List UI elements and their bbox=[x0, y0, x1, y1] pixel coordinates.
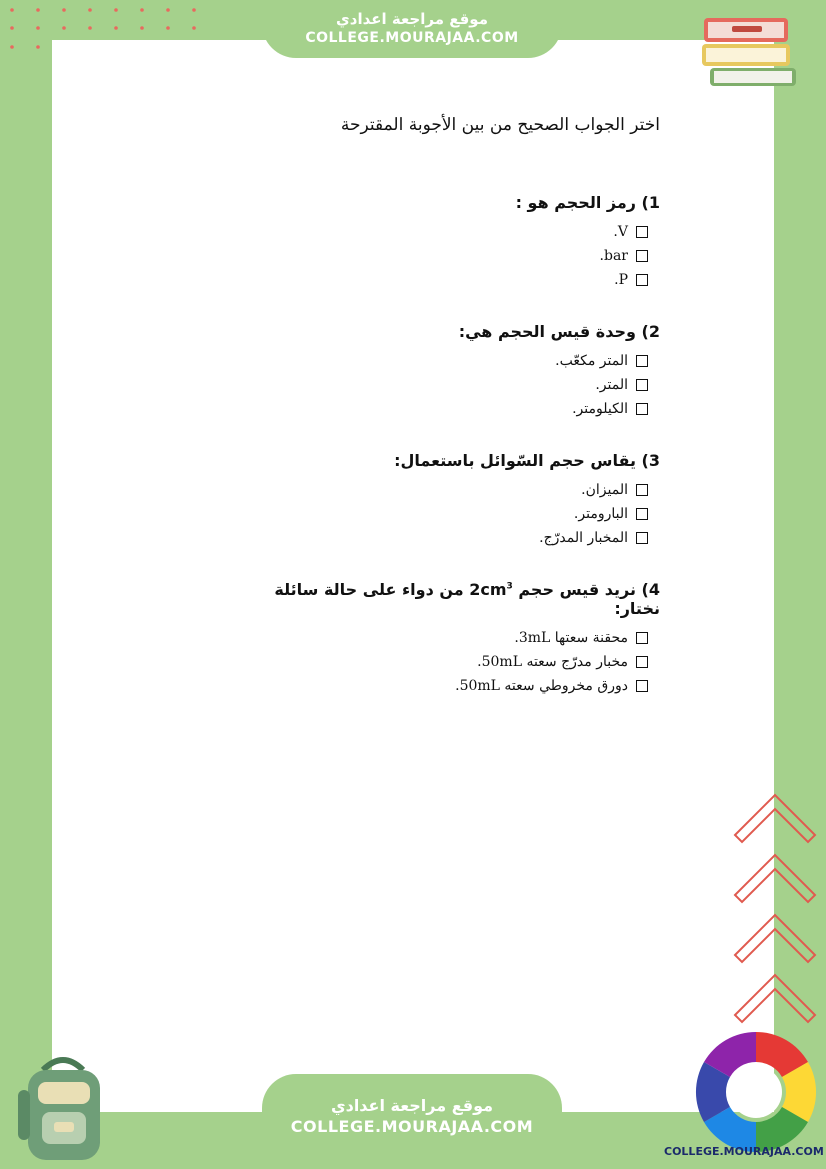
option-label: bar. bbox=[599, 248, 628, 264]
option-label: البارومتر. bbox=[573, 506, 628, 522]
checkbox[interactable] bbox=[636, 632, 648, 644]
checkbox[interactable] bbox=[636, 680, 648, 692]
question-title-part: من دواء على حالة سائلة نختار: bbox=[274, 580, 660, 618]
header-site-url[interactable]: COLLEGE.MOURAJAA.COM bbox=[305, 30, 519, 46]
option[interactable] bbox=[240, 268, 660, 292]
checkbox[interactable] bbox=[636, 532, 648, 544]
option-label: المتر مكعّب. bbox=[555, 353, 628, 369]
checkbox[interactable] bbox=[636, 484, 648, 496]
checkbox[interactable] bbox=[636, 508, 648, 520]
option-label: P. bbox=[614, 272, 628, 288]
option-label: المخبار المدرّج. bbox=[539, 530, 628, 546]
checkbox[interactable] bbox=[636, 379, 648, 391]
checkbox[interactable] bbox=[636, 226, 648, 238]
question-title-part: 4) نريد قيس حجم bbox=[512, 580, 660, 599]
option[interactable] bbox=[240, 478, 660, 502]
quantity-value: 2cm bbox=[469, 580, 507, 599]
chevron-up-decoration-icon bbox=[730, 790, 820, 1030]
checkbox[interactable] bbox=[636, 274, 648, 286]
logo-text[interactable]: COLLEGE.MOURAJAA.COM bbox=[664, 1145, 824, 1158]
option-label: V. bbox=[613, 224, 628, 240]
option-label: مخبار مدرّج سعته 50mL. bbox=[477, 654, 628, 670]
option-label: محقنة سعتها 3mL. bbox=[514, 630, 628, 646]
books-stack-icon bbox=[692, 10, 802, 92]
option[interactable] bbox=[240, 220, 660, 244]
option[interactable] bbox=[240, 349, 660, 373]
quantity-exponent: 3 bbox=[506, 581, 513, 592]
question-title bbox=[240, 580, 660, 618]
option[interactable] bbox=[240, 526, 660, 550]
option[interactable] bbox=[240, 244, 660, 268]
question-3 bbox=[240, 451, 660, 550]
exercise-instruction: اختر الجواب الصحيح من بين الأجوبة المقترحة bbox=[340, 115, 660, 135]
option-label: دورق مخروطي سعته 50mL. bbox=[455, 678, 628, 694]
question-title: 2) وحدة قيس الحجم هي: bbox=[458, 322, 660, 341]
question-title: 1) رمز الحجم هو : bbox=[515, 193, 660, 212]
checkbox[interactable] bbox=[636, 355, 648, 367]
footer-site-url[interactable]: COLLEGE.MOURAJAA.COM bbox=[290, 1117, 534, 1136]
option[interactable] bbox=[240, 502, 660, 526]
checkbox[interactable] bbox=[636, 403, 648, 415]
checkbox[interactable] bbox=[636, 250, 648, 262]
question-4 bbox=[240, 580, 660, 698]
question-1 bbox=[240, 193, 660, 292]
site-logo-icon bbox=[694, 1022, 818, 1162]
exercise bbox=[240, 115, 660, 728]
footer-site-name: موقع مراجعة اعدادي bbox=[330, 1096, 494, 1115]
question-title: 3) يقاس حجم السّوائل باستعمال: bbox=[394, 451, 660, 470]
backpack-icon bbox=[8, 1050, 118, 1165]
footer-banner[interactable] bbox=[262, 1074, 562, 1169]
option[interactable] bbox=[240, 626, 660, 650]
header-banner[interactable] bbox=[262, 0, 562, 58]
option[interactable] bbox=[240, 674, 660, 698]
header-site-name: موقع مراجعة اعدادي bbox=[336, 10, 488, 28]
option[interactable] bbox=[240, 650, 660, 674]
option-label: المتر. bbox=[595, 377, 628, 393]
checkbox[interactable] bbox=[636, 656, 648, 668]
option[interactable] bbox=[240, 397, 660, 421]
option-label: الميزان. bbox=[581, 482, 628, 498]
question-quantity bbox=[469, 580, 513, 599]
question-2 bbox=[240, 322, 660, 421]
option-label: الكيلومتر. bbox=[572, 401, 628, 417]
option[interactable] bbox=[240, 373, 660, 397]
